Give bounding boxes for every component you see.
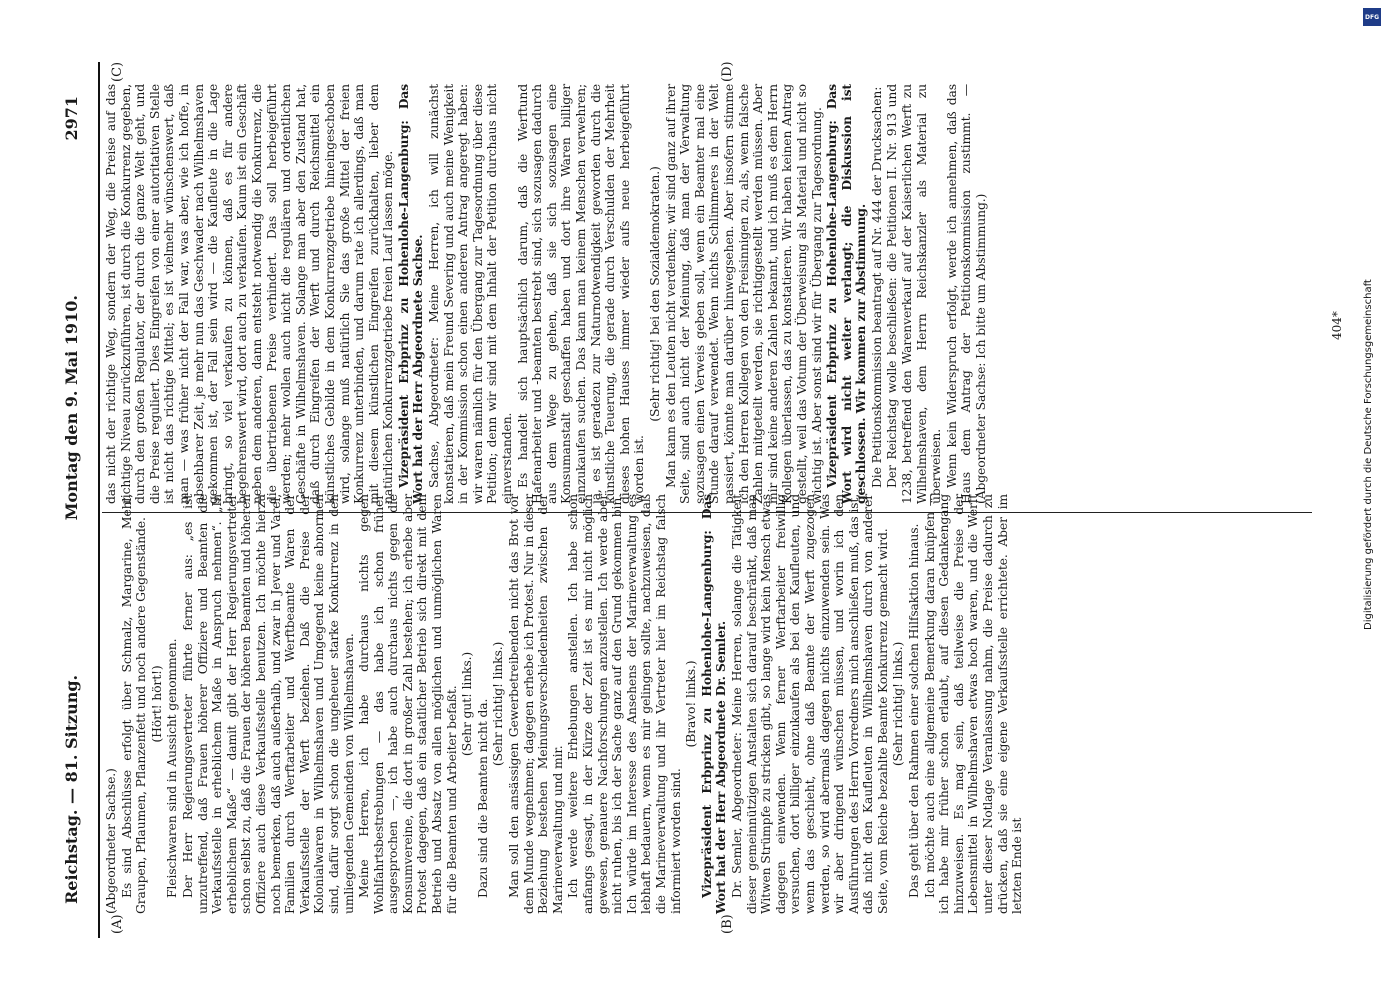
margin-letter-b: (B) <box>720 914 735 934</box>
paragraph: (Abgeordneter Sachse.) <box>103 768 118 914</box>
paragraph: Meine Herren, ich habe durchaus nichts gegen Wohlfahrtsbestrebungen — das habe ich schon früher ausgesprochen —, ich habe auch durchaus nichts gegen die Konsumvereine, die dort in großer Zahl bestehen; ich erhebe aber Protest dagegen, daß ein staatlicher Betrieb sich direkt mit dem Betrieb und Absatz von allen möglichen und unmöglichen Waren für die Beamten und Arbeiter befaßt. <box>356 494 459 914</box>
right-column <box>104 84 990 504</box>
interjection: (Sehr gut! links.) <box>459 651 475 757</box>
paragraph: Man soll den ansässigen Gewerbetreibenden nicht das Brot vor dem Munde wegnehmen; dagegen erhebe ich Protest. Nur in dieser Beziehung bestehen Meinungsverschiedenheiten zwischen der Marineverwaltung und mir. <box>506 494 565 914</box>
header-rule <box>98 62 100 938</box>
margin-letter-c: (C) <box>110 61 125 82</box>
column-divider <box>102 512 1312 513</box>
paragraph: Es handelt sich hauptsächlich darum, daß die Werftund Hafenarbeiter und -beamten bestrebt sind, sich sozusagen dadurch aus dem Wege zu gehen, daß sie sich sozusagen eine Konsumanstalt geschaffen haben und dort ihre Waren billiger einzukaufen suchen. Das kann man keinem Menschen verwehren; ja, es ist geradezu zur Naturnotwendigkeit geworden durch die künstliche Teuerung, die gerade durch Verschulden der Mehrheit dieses hohen Hauses immer wieder aufs neue herbeigeführt worden ist. <box>514 84 647 504</box>
paragraph: Ich werde weitere Erhebungen anstellen. Ich habe schon anfangs gesagt, in der Kürze der Zeit ist es mir nicht möglich gewesen, genauere Nachforschungen anzustellen. Ich werde aber nicht ruhen, bis ich der Sache ganz auf den Grund gekommen bin. Ich würde im Interesse des Ansehens der Marineverwaltung es lebhaft bedauern, wenn es mir gelingen sollte, nachzuweisen, daß die Marineverwaltung und ihr Vertreter hier im Reichstag falsch informiert worden sind. <box>565 494 683 914</box>
footer-number: 404* <box>1330 311 1344 340</box>
paragraph: Der Herr Regierungsvertreter führte ferner aus: „es ist unzutreffend, daß Frauen höherer Offiziere und Beamten die Verkaufsstelle in erheblichem Maße in Anspruch nehmen“. „In erheblichem Maße“ — damit gibt der Herr Regierungsvertreter schon selbst zu, daß die Frauen der höheren Beamten und höheren Offiziere auch diese Verkaufsstelle benutzen. Ich möchte hierzu noch bemerken, daß auch außerhalb, und zwar in Jever und Varel, Familien durch Werftarbeiter und Werftbeamte Waren der Verkaufsstelle der Werft beziehen. Daß die Preise der Kolonialwaren in Wilhelmshaven und Umgegend keine abnormen sind, dafür sorgt schon die ungeheuer starke Konkurrenz in den umliegenden Gemeinden von Wilhelmshaven. <box>179 494 356 914</box>
paragraph: Man kann es den Leuten nicht verdenken; wir sind ganz auf ihrer Seite, sind auch nicht der Meinung, daß man der Verwaltung sozusagen einen Verweis geben soll, wenn ein Beamter mal eine Stunde darauf verwendet. Wenn nichts Schlimmeres in der Welt passiert, könnte man darüber hinwegsehen. Aber insofern stimme ich den Herren Kollegen von den Freisinnigen zu, als, wenn falsche Zahlen mitgeteilt werden, sie richtiggestellt werden müssen. Aber mir sind keine anderen Zahlen bekannt, und ich muß es dem Herrn Kollegen überlassen, das zu konstatieren. Wir haben keinen Antrag gestellt, weil das Votum der Überweisung als Material und nicht so wichtig ist. Aber sonst sind wir für Übergang zur Tagesordnung. <box>662 84 824 504</box>
paragraph: Ich möchte auch eine allgemeine Bemerkung daran knüpfen — ich habe mir früher schon erlaubt, auf diesen Gedankengang hinzuweisen. Es mag sein, daß teilweise die Preise der Lebensmittel in Wilhelmshaven etwas hoch waren, und die Werft unter dieser Notlage Veranlassung nahm, die Preise dadurch zu drücken, daß sie eine eigene Verkaufsstelle errichtete. Aber im letzten Ende ist <box>921 494 1025 914</box>
paragraph: Dr. Semler, Abgeordneter: Meine Herren, solange die Tätigkeit dieser gemeinnützigen Anstalten sich darauf beschränkt, daß man Witwen Strümpfe zu stricken gibt, so lange wird kein Mensch etwas dagegen einwenden. Wenn ferner Werftarbeiter freiwillig versuchen, dort billiger einzukaufen als bei den Kaufleuten, und wenn das geschieht, ohne daß Beamte der Werft zugezogen werden, so wird abermals dagegen nichts einzuwenden sein. Was wir aber dringend wünschen müssen, und worin ich den Ausführungen des Herrn Vorredners mich anschließen muß, das ist, daß nicht den Kaufleuten in Wilhelmshaven durch von anderer Seite, vom Reiche bezahlte Beamte Konkurrenz gemacht wird. <box>728 494 890 914</box>
header-left: Reichstag. — 81. Sitzung. <box>61 674 81 904</box>
speaker-line: Vizepräsident Erbprinz zu Hohenlohe-Langenburg: Das Wort hat der Herr Abgeordnete Sachse. <box>395 84 426 504</box>
paragraph: Fleischwaren sind in Aussicht genommen. <box>164 638 180 898</box>
header-date: Montag den 9. Mai 1910. <box>61 295 81 521</box>
margin-letter-a: (A) <box>110 914 125 934</box>
paragraph: Das geht über den Rahmen einer solchen Hilfsaktion hinaus. <box>906 523 922 898</box>
resolution: Der Reichstag wolle beschließen: die Petitionen II. Nr. 913 und 1238, betreffend den Warenverkauf auf der Kaiserlichen Werft zu Wilhelmshaven, dem Herrn Reichskanzler als Material zu überweisen. <box>884 84 944 504</box>
left-column <box>104 494 1026 914</box>
paragraph: Es sind Abschlüsse erfolgt über Schmalz, Margarine, Mehl, Graupen, Pflaumen, Pflanzenfett und noch andere Gegenstände. <box>118 494 149 914</box>
interjection: (Hört! hört!) <box>148 665 164 743</box>
digitization-note: Digitalisierung gefördert durch die Deutsche Forschungsgemeinschaft <box>1363 279 1374 630</box>
paragraph: Sachse, Abgeordneter: Meine Herren, ich will zunächst konstatieren, daß mein Freund Severing und auch meine Wenigkeit in der Kommission schon einen anderen Antrag angeregt haben: wir waren nämlich für den Übergang zur Tagesordnung über diese Petition; denn wir sind mit dem Inhalt der Petition durchaus nicht einverstanden. <box>426 84 515 504</box>
speaker-line: Vizepräsident Erbprinz zu Hohenlohe-Langenburg: Das Wort hat der Herr Abgeordnete Dr. Semler. <box>698 494 729 914</box>
speaker-line: Vizepräsident Erbprinz zu Hohenlohe-Langenburg: Das Wort wird nicht weiter verlangt; die Diskussion ist geschlossen. Wir kommen zur Abstimmung. <box>824 84 869 504</box>
paragraph: das nicht der richtige Weg, sondern der Weg, die Preise auf das richtige Niveau zurückzuführen, ist durch die Konkurrenz gegeben, durch den großen Regulator, der durch die ganze Welt geht, und die Preise reguliert. Dies Eingreifen von einer autoritativen Stelle ist nicht das richtige Mittel; es ist vielmehr wünschenswert, daß man — was früher nicht der Fall war, was aber, wie ich hoffe, in absehbarer Zeit, je mehr nun das Geschwader nach Wilhelmshaven gekommen ist, der Fall sein wird — die Kaufleute in die Lage bringt, so viel verkaufen zu können, daß es für andere begehrenswert wird, dort auch zu verkaufen. Kaum ist ein Geschäft neben dem anderen, dann entsteht notwendig die Konkurrenz, die die übertriebenen Preise verhindert. Das soll herbeigeführt werden; mehr wollen auch nicht die regulären und ordentlichen Geschäfte in Wilhelmshaven. Solange man aber den Zustand hat, daß durch Eingreifen der Werft und durch Reichsmittel ein künstliches Gebilde in dem Konkurrenzgetriebe hineingeschoben wird, solange muß natürlich Sie das große Mittel der freien Konkurrenz unterbinden, und darum rate ich allerdings, daß man mit diesem künstlichen Eingreifen zurückhalten, lieber dem natürlichen Konkurrenzgetriebe freien Lauf lassen möge. <box>103 84 396 504</box>
interjection: (Bravo! links.) <box>683 660 699 748</box>
dfg-logo: DFG <box>1363 8 1381 26</box>
margin-letter-d: (D) <box>720 61 735 82</box>
paragraph: Wenn kein Widerspruch erfolgt, werde ich annehmen, daß das Haus dem Antrag der Petitionskommission zustimmt. — (Abgeordneter Sachse: Ich bitte um Abstimmung.) <box>943 84 989 504</box>
interjection: (Sehr richtig! links.) <box>490 641 506 767</box>
page-header <box>56 96 86 904</box>
paragraph: Die Petitionskommission beantragt auf Nr. 444 der Drucksachen: <box>868 86 884 488</box>
paragraph: Dazu sind die Beamten nicht da. <box>474 698 490 898</box>
page-number: 2971 <box>61 96 81 141</box>
interjection: (Sehr richtig! links.) <box>890 641 906 767</box>
interjection: (Sehr richtig! bei den Sozialdemokraten.) <box>646 166 662 422</box>
